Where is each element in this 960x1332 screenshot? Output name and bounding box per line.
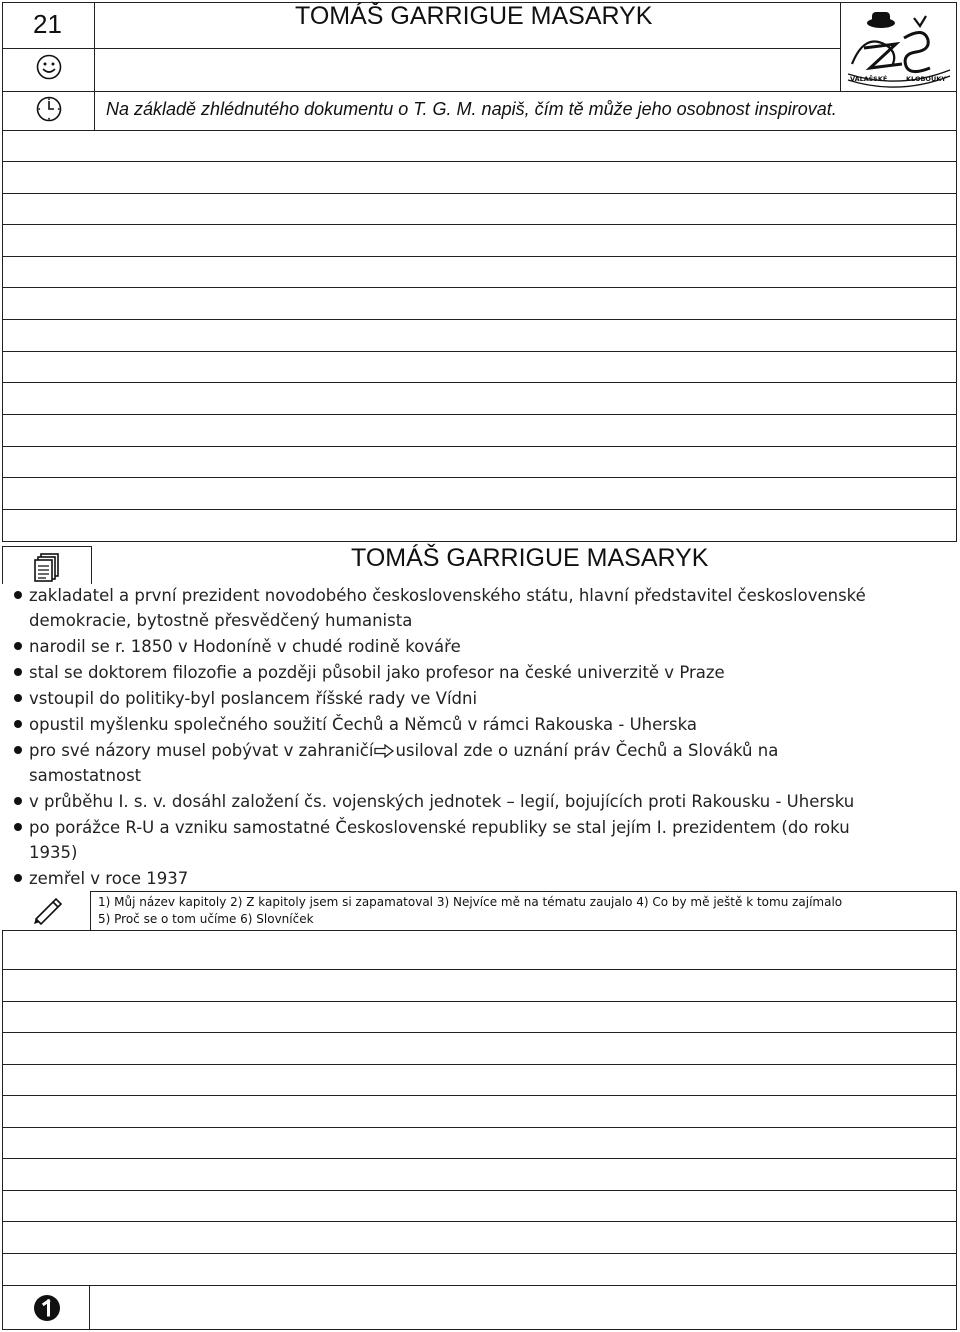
pencil-icon xyxy=(32,898,64,931)
page-number: 21 xyxy=(33,9,62,39)
bullet-text-cont: 1935) xyxy=(29,843,78,862)
writing-line[interactable] xyxy=(2,930,957,970)
writing-line[interactable] xyxy=(2,477,957,510)
smiley-icon xyxy=(36,54,62,85)
number-one-icon xyxy=(33,1294,61,1327)
section-title: TOMÁŠ GARRIGUE MASARYK xyxy=(351,544,709,572)
bullet-dot xyxy=(14,797,22,805)
bullet-text-cont: samostatnost xyxy=(29,766,142,785)
writing-line[interactable] xyxy=(2,1158,957,1191)
writing-line[interactable] xyxy=(2,446,957,478)
writing-line[interactable] xyxy=(2,161,957,194)
bullet-text xyxy=(29,738,778,765)
bullet-text: po porážce R-U a vzniku samostatné Československé republiky se stal jejím I. prezidentem (do roku xyxy=(29,818,850,837)
prompt-line-2: 5) Proč se o tom učíme 6) Slovníček xyxy=(98,912,314,926)
writing-line[interactable] xyxy=(2,414,957,447)
writing-line[interactable] xyxy=(2,1032,957,1065)
page-title: TOMÁŠ GARRIGUE MASARYK xyxy=(295,2,653,30)
writing-line[interactable] xyxy=(2,193,957,225)
writing-line[interactable] xyxy=(2,130,957,162)
bullet-text: opustil myšlenku společného soužití Čechů a Němců v rámci Rakouska - Uherska xyxy=(29,715,698,734)
bullet-dot xyxy=(14,668,22,676)
instruction-text: Na základě zhlédnutého dokumentu o T. G. M. napiš, čím tě může jeho osobnost inspirovat. xyxy=(106,99,837,119)
bullet-text: zemřel v roce 1937 xyxy=(29,869,189,888)
bullet-dot xyxy=(14,823,22,831)
writing-line[interactable] xyxy=(2,1095,957,1128)
bullet-text: vstoupil do politiky-byl poslancem říšské rady ve Vídni xyxy=(29,689,478,708)
bullet-text: zakladatel a první prezident novodobého československého státu, hlavní představitel československé xyxy=(29,586,866,605)
writing-line[interactable] xyxy=(2,1127,957,1159)
writing-line[interactable] xyxy=(2,351,957,383)
bullet-dot xyxy=(14,642,22,650)
logo-text-left: VALAŠSKÉ xyxy=(850,75,888,83)
bullet-dot xyxy=(14,746,22,754)
writing-line[interactable] xyxy=(2,256,957,288)
bullet-text-part: usiloval zde o uznání práv Čechů a Slováků na xyxy=(395,741,779,760)
bullet-text: stal se doktorem filozofie a později působil jako profesor na české univerzitě v Praze xyxy=(29,663,725,682)
writing-line[interactable] xyxy=(2,969,957,1002)
arrow-right-icon xyxy=(374,740,394,765)
writing-line[interactable] xyxy=(2,1221,957,1254)
bullet-text-cont: demokracie, bytostně přesvědčený humanista xyxy=(29,611,413,630)
notes-icon xyxy=(34,552,62,587)
writing-line[interactable] xyxy=(2,319,957,352)
writing-line[interactable] xyxy=(2,509,957,542)
bullet-dot xyxy=(14,720,22,728)
writing-line[interactable] xyxy=(2,224,957,257)
clock-icon xyxy=(36,96,62,127)
writing-line[interactable] xyxy=(2,1064,957,1096)
bullet-dot xyxy=(14,874,22,882)
bullet-dot xyxy=(14,591,22,599)
writing-line[interactable] xyxy=(2,382,957,415)
writing-line[interactable] xyxy=(2,287,957,320)
bullet-text-part: pro své názory musel pobývat v zahraničí xyxy=(29,741,374,760)
footer-blank-cell xyxy=(89,1285,957,1330)
bullet-dot xyxy=(14,694,22,702)
bullet-text: narodil se r. 1850 v Hodoníně v chudé rodině kováře xyxy=(29,637,461,656)
blank-header-cell xyxy=(94,48,841,92)
prompt-line-1: 1) Můj název kapitoly 2) Z kapitoly jsem si zapamatoval 3) Nejvíce mě na tématu zaujalo 4) Co by mě ještě k tomu zajímalo xyxy=(98,895,843,909)
logo-text-right: KLOBOUKY xyxy=(906,75,946,83)
writing-line[interactable] xyxy=(2,1190,957,1222)
school-logo xyxy=(844,4,954,93)
writing-line[interactable] xyxy=(2,1001,957,1033)
writing-line[interactable] xyxy=(2,1253,957,1286)
bullet-text: v průběhu I. s. v. dosáhl založení čs. vojenských jednotek – legií, bojujících proti Rakousku - Uhersku xyxy=(29,792,855,811)
